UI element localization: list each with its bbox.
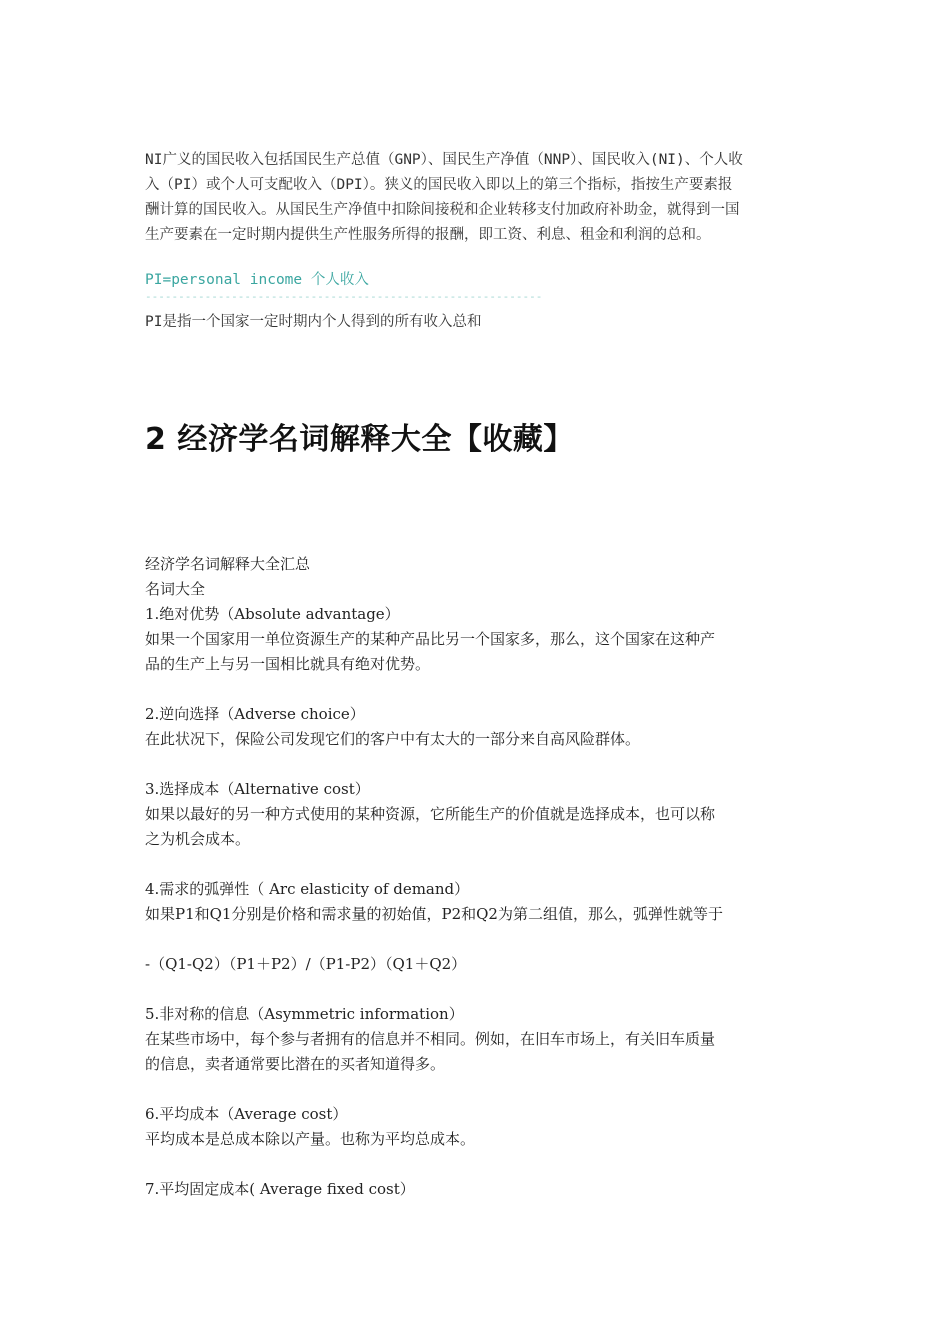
term-definition: 平均成本是总成本除以产量。也称为平均总成本。 xyxy=(145,1130,476,1148)
intro-line: 酬计算的国民收入。从国民生产净值中扣除间接税和企业转移支付加政府补助金，就得到一国 xyxy=(145,202,740,218)
dashed-divider: ------------------------------------------------------------ xyxy=(145,290,543,303)
document-page xyxy=(145,148,825,1202)
term-definition: 的信息，卖者通常要比潜在的买者知道得多。 xyxy=(145,1055,446,1073)
term-title: 7.平均固定成本( Average fixed cost） xyxy=(145,1180,415,1198)
term-definition: 如果一个国家用一单位资源生产的某种产品比另一个国家多，那么，这个国家在这种产 xyxy=(145,630,716,648)
term-definition: 如果P1和Q1分别是价格和需求量的初始值，P2和Q2为第二组值，那么，弧弹性就等于 xyxy=(145,905,723,923)
term-title: 5.非对称的信息（Asymmetric information） xyxy=(145,1005,464,1023)
summary-line: 经济学名词解释大全汇总 xyxy=(145,555,311,573)
subtitle-line: 名词大全 xyxy=(145,580,206,598)
term-title: 4.需求的弧弹性（ Arc elasticity of demand） xyxy=(145,880,470,898)
term-title: 6.平均成本（Average cost） xyxy=(145,1105,348,1123)
formula-line: -（Q1-Q2）（P1＋P2）/（P1-P2）（Q1＋Q2） xyxy=(145,955,467,973)
term-title: 2.逆向选择（Adverse choice） xyxy=(145,705,365,723)
intro-line: 入（PI）或个人可支配收入（DPI）。狭义的国民收入即以上的第三个指标，指按生产要素报 xyxy=(145,177,733,193)
term-definition: 在某些市场中，每个参与者拥有的信息并不相同。例如，在旧车市场上，有关旧车质量 xyxy=(145,1030,716,1048)
glossary-body xyxy=(145,552,825,1202)
term-definition: 如果以最好的另一种方式使用的某种资源，它所能生产的价值就是选择成本，也可以称 xyxy=(145,805,716,823)
term-title: 3.选择成本（Alternative cost） xyxy=(145,780,370,798)
intro-paragraph xyxy=(145,148,825,248)
term-definition: 品的生产上与另一国相比就具有绝对优势。 xyxy=(145,655,431,673)
intro-line: 生产要素在一定时期内提供生产性服务所得的报酬，即工资、利息、租金和利润的总和。 xyxy=(145,227,711,243)
term-definition: 之为机会成本。 xyxy=(145,830,251,848)
intro-line: NI广义的国民收入包括国民生产总值（GNP）、国民生产净值（NNP）、国民收入(NI)、个人收 xyxy=(145,152,743,168)
term-title: 1.绝对优势（Absolute advantage） xyxy=(145,605,400,623)
section-heading: 2 经济学名词解释大全【收藏】 xyxy=(145,422,574,457)
pi-title: PI=personal income 个人收入 xyxy=(145,272,369,288)
pi-definition: PI是指一个国家一定时期内个人得到的所有收入总和 xyxy=(145,314,482,330)
term-definition: 在此状况下，保险公司发现它们的客户中有太大的一部分来自高风险群体。 xyxy=(145,730,641,748)
